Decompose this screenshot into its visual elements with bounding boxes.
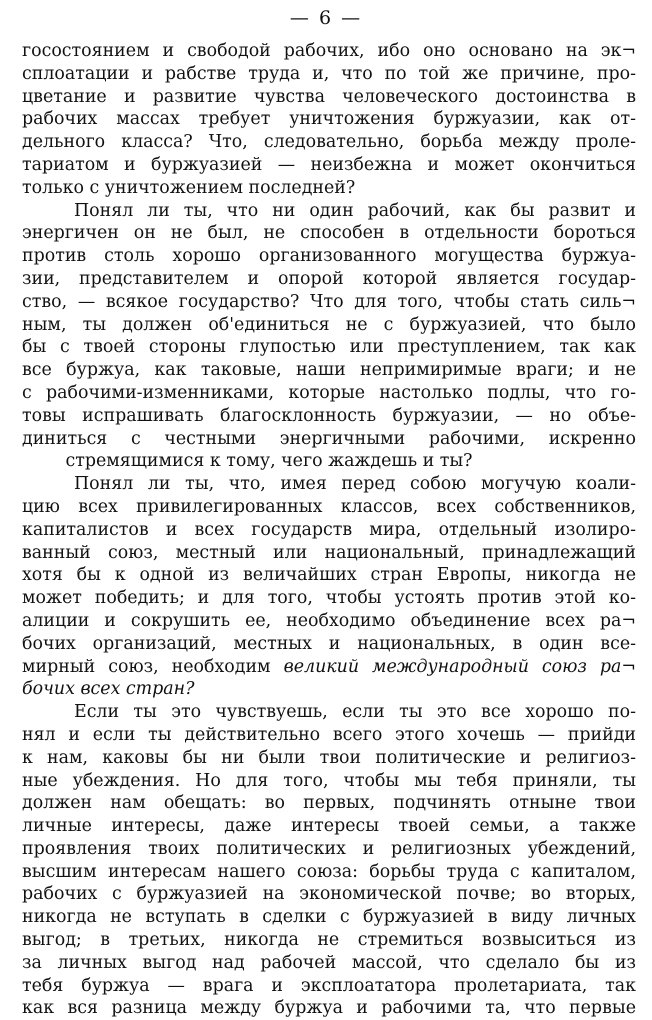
text-line-content: проявления твоих политических и религиозных убеждений, [22, 838, 636, 859]
text-line-italic: бочих всех стран? [22, 679, 195, 700]
text-line-italic: великий международный союз ра¬ [283, 656, 636, 677]
text-line-content: сплоатации и рабстве труда и, что по той же причине, про- [22, 63, 636, 84]
text-line [22, 405, 636, 428]
text-line-content: может победить; и для того, чтобы устоять против этой ко- [22, 588, 636, 609]
text-line-content: бочих организаций, местных и национальных, в один все- [22, 633, 636, 654]
text-line-content: выгод; в третьих, никогда не стремиться возвыситься из [22, 930, 636, 951]
text-line-content: капиталистов и всех государств мира, отдельный изолиро- [22, 519, 636, 540]
text-line [22, 929, 636, 952]
text-line [22, 701, 636, 724]
text-line [22, 564, 636, 587]
text-line [22, 382, 636, 405]
text-line [22, 108, 636, 131]
text-line-content: за личных выгод над рабочей массой, что сделало бы из [22, 952, 636, 973]
page-number: — 6 — [289, 7, 363, 29]
text-line [22, 678, 636, 701]
text-line [22, 747, 636, 770]
text-line [22, 633, 636, 656]
text-line [22, 656, 636, 679]
text-line-content: рабочих массах требует уничтожения буржуазии, как от- [22, 109, 636, 130]
text-line-content: нял и если ты действительно всего этого хочешь — прийди [22, 724, 636, 745]
text-line [22, 610, 636, 633]
text-line [22, 428, 636, 451]
text-line-content: тариатом и буржуазией — неизбежна и может окончиться [22, 154, 636, 175]
text-line-content: стремящимися к тому, чего жаждешь и ты? [65, 451, 473, 472]
text-line-content: личные интересы, даже интересы твоей семьи, а также [22, 816, 636, 837]
text-line [22, 997, 636, 1020]
text-line [22, 314, 636, 337]
text-line-content: товы испрашивать благосклонность буржуазии, — но объе- [22, 405, 636, 426]
text-line [22, 359, 636, 382]
text-line [22, 542, 636, 565]
text-line [22, 86, 636, 109]
text-line [22, 473, 636, 496]
text-line [22, 131, 636, 154]
text-line-content: к нам, каковы бы ни были твои политические и религиоз- [22, 747, 636, 768]
text-line-content: против столь хорошо организованного могущества буржуа- [22, 246, 636, 267]
text-line [22, 975, 636, 998]
text-line-content: ным, ты должен об'единиться не с буржуазией, что было [22, 314, 636, 335]
text-line [22, 770, 636, 793]
text-line [22, 336, 636, 359]
text-line [22, 838, 636, 861]
text-line-content: ные убеждения. Но для того, чтобы мы тебя приняли, ты [22, 770, 636, 791]
text-line [22, 222, 636, 245]
text-line-content: мирный союз, необходим [22, 656, 284, 677]
text-line-content: алиции и сокрушить ее, необходимо объединение всех ра¬ [22, 610, 636, 631]
text-line [22, 200, 636, 223]
text-line-content: Понял ли ты, что, имея перед собою могучую коали- [74, 474, 636, 495]
text-line-content: бы с твоей стороны глупостью или преступлением, так как [22, 337, 636, 358]
text-line-content: высшим интересам нашего союза: борьбы труда с капиталом, [22, 861, 636, 882]
text-line [22, 587, 636, 610]
text-line [22, 815, 636, 838]
text-line-content: только с уничтожением последней? [22, 177, 356, 198]
text-line-content: дельного класса? Что, следовательно, борьба между проле- [22, 132, 636, 153]
text-line-content: ство, — всякое государство? Что для того, чтобы стать силь¬ [22, 291, 636, 312]
text-line [22, 63, 636, 86]
text-line [22, 154, 636, 177]
body-text [22, 40, 636, 1020]
text-line [22, 883, 636, 906]
text-line-content: никогда не вступать в сделки с буржуазией в виду личных [22, 907, 636, 928]
text-line [22, 906, 636, 929]
text-line-content: зии, представителем и опорой которой является государ- [22, 268, 636, 289]
text-line [22, 268, 636, 291]
text-line-content: хотя бы к одной из величайших стран Европы, никогда не [22, 565, 636, 586]
text-line [22, 177, 636, 200]
text-line-content: ванный союз, местный или национальный, принадлежащий [22, 542, 636, 563]
text-line [22, 496, 636, 519]
text-line [22, 792, 636, 815]
text-line [22, 519, 636, 542]
text-line-content: с рабочими-изменниками, которые настолько подлы, что го- [22, 382, 636, 403]
text-line [22, 952, 636, 975]
text-line [22, 861, 636, 884]
text-line-content: цветание и развитие чувства человеческого достоинства в [22, 86, 636, 107]
text-line-content: как вся разница между буржуа и рабочими та, что первые [22, 998, 636, 1019]
text-line [22, 724, 636, 747]
text-line [22, 40, 636, 63]
text-line-content: цию всех привилегированных классов, всех собственников, [22, 496, 636, 517]
text-line-content: все буржуа, как таковые, наши непримиримые враги; и не [22, 360, 636, 381]
text-line-content: энергичен он не был, не способен в отдельности бороться [22, 223, 636, 244]
text-line-content: госостоянием и свободой рабочих, ибо оно основано на эк¬ [22, 41, 636, 61]
text-line [22, 450, 636, 473]
text-line [22, 291, 636, 314]
text-line-content: Понял ли ты, что ни один рабочий, как бы развит и [74, 200, 636, 221]
text-line-content: тебя буржуа — врага и эксплоататора пролетариата, так [22, 975, 636, 996]
text-line-content: рабочих с буржуазией на экономической почве; во вторых, [22, 884, 636, 905]
text-line-content: диниться с честными энергичными рабочими, искренно [22, 428, 636, 449]
text-line-content: должен нам обещать: во первых, подчинять отныне твои [22, 793, 636, 814]
text-line [22, 245, 636, 268]
text-line-content: Если ты это чувствуешь, если ты это все хорошо по- [74, 702, 636, 723]
